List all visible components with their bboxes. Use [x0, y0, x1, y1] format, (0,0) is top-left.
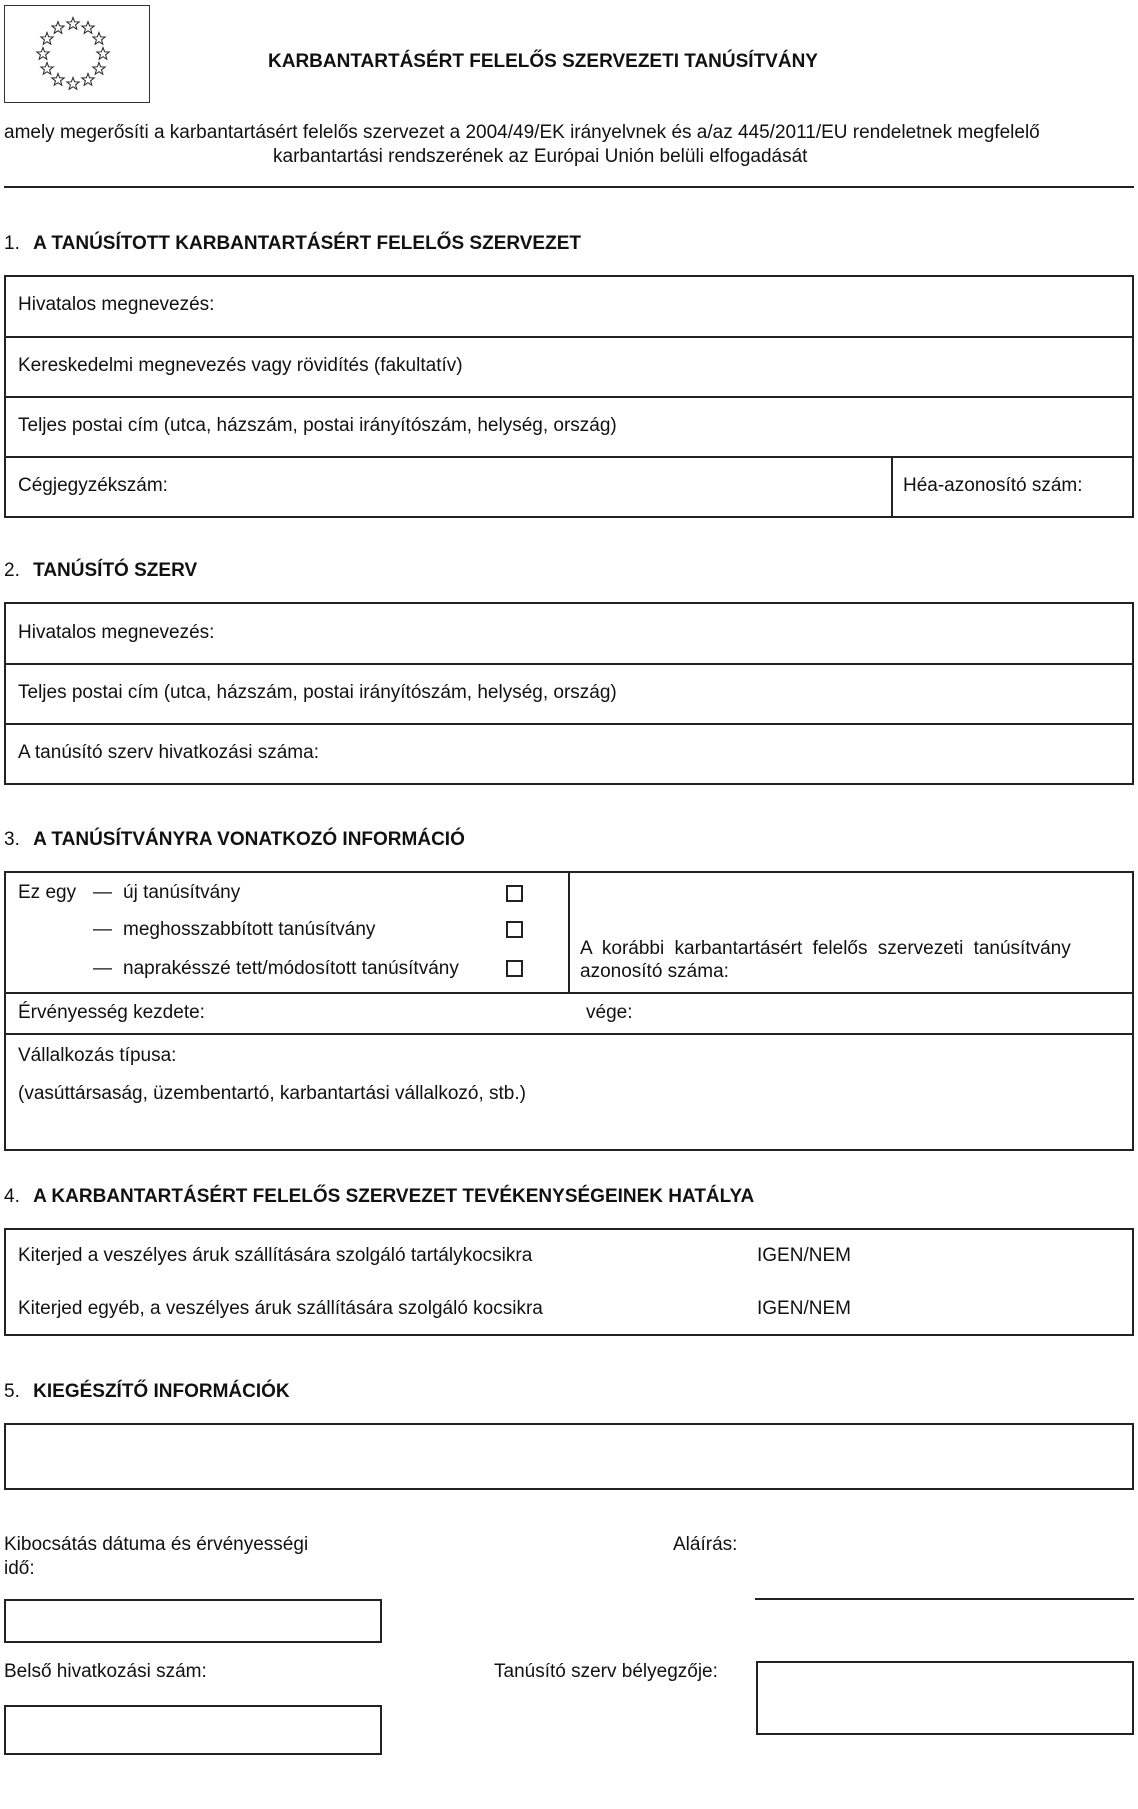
tank-wagons-label: Kiterjed a veszélyes áruk szállítására szolgáló tartálykocsikra: [18, 1245, 533, 1266]
row-divider: [6, 336, 1132, 338]
col-divider: [568, 873, 570, 992]
star-outline-icon: [52, 73, 64, 85]
new-certificate-label: új tanúsítvány: [123, 882, 241, 903]
updated-certificate-checkbox[interactable]: [506, 960, 523, 977]
dash: —: [93, 958, 112, 979]
star-outline-icon: [82, 22, 94, 34]
section4-table: [4, 1228, 1134, 1336]
section3-heading: [4, 829, 465, 851]
star-outline-icon: [37, 48, 49, 60]
section2-number: 2.: [4, 560, 20, 581]
dash: —: [93, 882, 112, 903]
stamp-field[interactable]: [756, 1661, 1134, 1735]
section5-title: KIEGÉSZÍTŐ INFORMÁCIÓK: [33, 1381, 290, 1402]
updated-certificate-label: naprakésszé tett/módosított tanúsítvány: [123, 958, 459, 979]
section2-title: TANÚSÍTÓ SZERV: [33, 560, 198, 581]
extended-certificate-checkbox[interactable]: [506, 921, 523, 938]
star-outline-icon: [97, 48, 109, 60]
other-wagons-label: Kiterjed egyéb, a veszélyes áruk szállítására szolgáló kocsikra: [18, 1298, 543, 1319]
row-divider: [6, 396, 1132, 398]
star-outline-icon: [82, 73, 94, 85]
eu-flag-icon: [4, 5, 150, 103]
star-outline-icon: [93, 63, 105, 75]
row-divider: [6, 1033, 1132, 1035]
body-address-field[interactable]: Teljes postai cím (utca, házszám, postai irányítószám, helység, ország): [18, 682, 617, 703]
org-official-name-field[interactable]: Hivatalos megnevezés:: [18, 294, 215, 315]
org-vat-field[interactable]: Héa-azonosító szám:: [903, 475, 1083, 496]
signature-label: Aláírás:: [673, 1534, 738, 1555]
star-outline-icon: [41, 33, 53, 45]
this-is-label: Ez egy: [18, 882, 77, 903]
section5-number: 5.: [4, 1381, 20, 1402]
document-subtitle-line1: amely megerősíti a karbantartásért felelős szervezet a 2004/49/EK irányelvnek és a/az 445/2011/EU rendeletnek megfelelő: [4, 122, 1040, 143]
star-outline-icon: [67, 18, 79, 30]
org-address-field[interactable]: Teljes postai cím (utca, házszám, postai irányítószám, helység, ország): [18, 415, 617, 436]
new-certificate-checkbox[interactable]: [506, 885, 523, 902]
section2-table: [4, 602, 1134, 785]
previous-id-label-line2: azonosító száma:: [580, 961, 729, 982]
col-divider: [891, 456, 893, 516]
section3-number: 3.: [4, 829, 20, 850]
star-outline-icon: [52, 22, 64, 34]
valid-from-field[interactable]: Érvényesség kezdete:: [18, 1002, 205, 1023]
row-divider: [6, 456, 1132, 458]
previous-id-label-line1[interactable]: A korábbi karbantartásért felelős szervezeti tanúsítvány: [580, 938, 1071, 959]
org-trade-name-field[interactable]: Kereskedelmi megnevezés vagy rövidítés (fakultatív): [18, 355, 463, 376]
star-outline-icon: [67, 78, 79, 90]
eu-stars: [5, 6, 151, 104]
row-divider: [6, 992, 1132, 994]
star-outline-icon: [93, 33, 105, 45]
section3-table: [4, 871, 1134, 1151]
additional-info-field[interactable]: [4, 1423, 1134, 1490]
section2-heading: [4, 560, 197, 582]
valid-to-field[interactable]: vége:: [586, 1002, 633, 1023]
issue-date-label-line2: idő:: [4, 1558, 35, 1579]
section4-heading: [4, 1186, 754, 1208]
org-registry-field[interactable]: Cégjegyzékszám:: [18, 475, 168, 496]
internal-ref-label: Belső hivatkozási szám:: [4, 1661, 207, 1682]
section1-heading: [4, 233, 581, 255]
row-divider: [6, 663, 1132, 665]
extended-certificate-label: meghosszabbított tanúsítvány: [123, 919, 376, 940]
dash: —: [93, 919, 112, 940]
header-divider: [4, 186, 1134, 188]
row-divider: [6, 723, 1132, 725]
body-official-name-field[interactable]: Hivatalos megnevezés:: [18, 622, 215, 643]
issue-date-field[interactable]: [4, 1599, 382, 1643]
section1-table: [4, 275, 1134, 518]
document-subtitle-line2: karbantartási rendszerének az Európai Unión belüli elfogadását: [273, 146, 808, 167]
business-type-field[interactable]: Vállalkozás típusa:: [18, 1045, 177, 1066]
section5-heading: [4, 1381, 290, 1403]
star-outline-icon: [41, 63, 53, 75]
section3-title: A TANÚSÍTVÁNYRA VONATKOZÓ INFORMÁCIÓ: [33, 829, 465, 850]
section4-number: 4.: [4, 1186, 20, 1207]
section4-title: A KARBANTARTÁSÉRT FELELŐS SZERVEZET TEVÉKENYSÉGEINEK HATÁLYA: [33, 1186, 755, 1207]
tank-wagons-value[interactable]: IGEN/NEM: [757, 1245, 851, 1266]
signature-line[interactable]: [755, 1598, 1134, 1600]
business-type-examples: (vasúttársaság, üzembentartó, karbantartási vállalkozó, stb.): [18, 1083, 526, 1104]
internal-ref-field[interactable]: [4, 1705, 382, 1755]
stamp-label: Tanúsító szerv bélyegzője:: [494, 1661, 718, 1682]
other-wagons-value[interactable]: IGEN/NEM: [757, 1298, 851, 1319]
issue-date-label-line1: Kibocsátás dátuma és érvényességi: [4, 1534, 309, 1555]
section1-title: A TANÚSÍTOTT KARBANTARTÁSÉRT FELELŐS SZERVEZET: [33, 233, 581, 254]
body-reference-field[interactable]: A tanúsító szerv hivatkozási száma:: [18, 742, 319, 763]
section1-number: 1.: [4, 233, 20, 254]
document-title: KARBANTARTÁSÉRT FELELŐS SZERVEZETI TANÚSÍTVÁNY: [268, 51, 818, 72]
